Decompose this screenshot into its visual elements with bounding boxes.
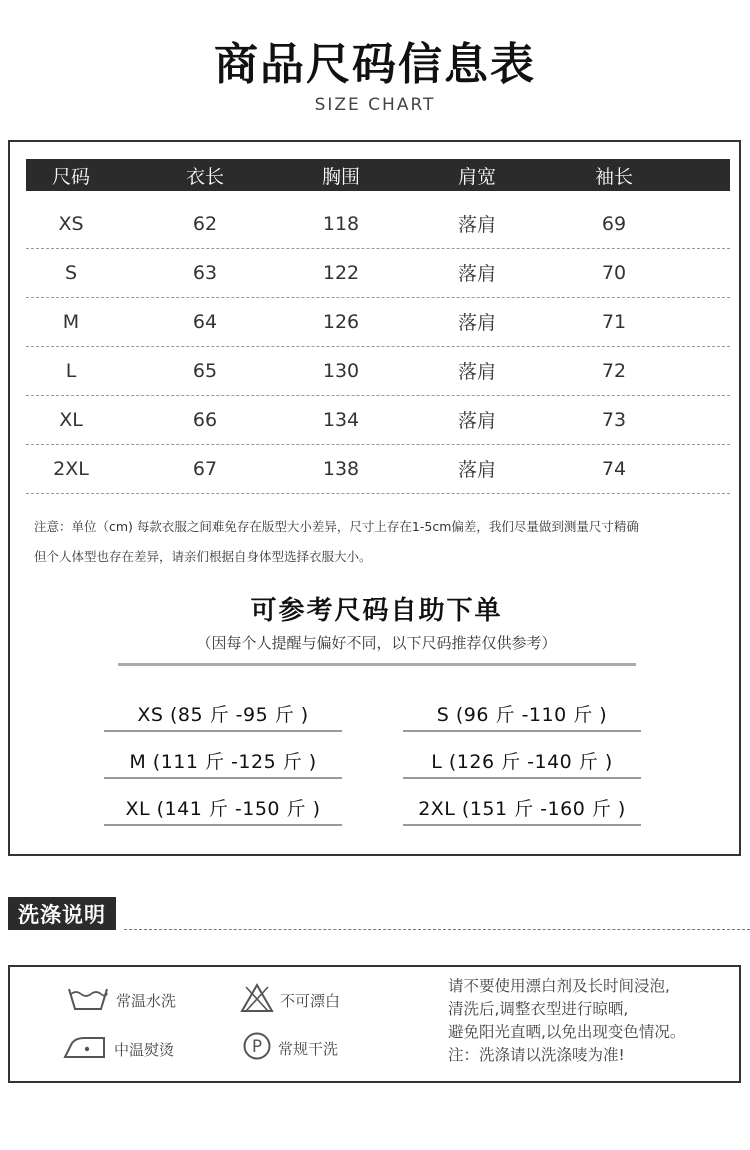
cell-shoulder: 落肩 [457, 361, 496, 383]
cell-shoulder: 落肩 [457, 459, 496, 481]
washing-text-line: 避免阳光直晒,以免出现变色情况。 [448, 1023, 686, 1041]
table-row [26, 248, 730, 298]
note-line-1: 注意：单位（cm) 每款衣服之间难免存在版型大小差异，尺寸上存在1-5cm偏差，我们尽量做到测量尺寸精确 [34, 519, 639, 534]
page-title: 商品尺码信息表 [214, 39, 536, 90]
cell-shoulder: 落肩 [457, 263, 496, 285]
svg-text:P: P [251, 1037, 263, 1057]
table-row [26, 199, 730, 249]
washing-box [8, 965, 741, 1083]
table-header [26, 159, 730, 191]
cell-chest: 138 [322, 457, 360, 480]
cell-length: 62 [192, 212, 218, 235]
cell-sleeve: 71 [601, 310, 627, 333]
cell-sleeve: 72 [601, 359, 627, 382]
cell-size: M [62, 310, 80, 333]
washing-text-line: 请不要使用漂白剂及长时间浸泡, [448, 977, 670, 995]
cell-sleeve: 69 [601, 212, 627, 235]
care-item-iron [62, 1033, 174, 1065]
table-row [26, 444, 730, 494]
cell-sleeve: 73 [601, 408, 627, 431]
recommend-title: 可参考尺码自助下单 [250, 596, 503, 626]
cell-size: L [65, 359, 77, 382]
washing-title: 洗涤说明 [8, 897, 116, 930]
cell-size: XS [58, 212, 84, 235]
cell-length: 66 [192, 408, 218, 431]
header-length: 衣长 [185, 165, 224, 188]
cell-length: 64 [192, 310, 218, 333]
header-shoulder: 肩宽 [457, 165, 496, 188]
recommend-subtitle: （因每个人提醒与偏好不同，以下尺码推荐仅供参考） [196, 634, 557, 652]
weight-item-l: L (126 斤 -140 斤 ) [403, 743, 641, 779]
cell-chest: 134 [322, 408, 360, 431]
iron-icon [62, 1033, 114, 1065]
header-sleeve: 袖长 [594, 165, 633, 188]
weight-item-2xl: 2XL (151 斤 -160 斤 ) [403, 790, 641, 826]
cell-chest: 130 [322, 359, 360, 382]
cell-length: 65 [192, 359, 218, 382]
care-label: 常规干洗 [278, 1039, 339, 1058]
cell-sleeve: 70 [601, 261, 627, 284]
cell-chest: 118 [322, 212, 360, 235]
recommend-divider [118, 663, 636, 666]
cell-chest: 126 [322, 310, 360, 333]
weight-item-xl: XL (141 斤 -150 斤 ) [104, 790, 342, 826]
cell-chest: 122 [322, 261, 360, 284]
cell-length: 67 [192, 457, 218, 480]
weight-item-xs: XS (85 斤 -95 斤 ) [104, 696, 342, 732]
weight-item-m: M (111 斤 -125 斤 ) [104, 743, 342, 779]
header-size: 尺码 [51, 165, 90, 188]
care-label: 不可漂白 [280, 991, 341, 1010]
size-chart-frame [8, 140, 741, 856]
table-row [26, 297, 730, 347]
header-chest: 胸围 [321, 165, 360, 188]
table-row [26, 346, 730, 396]
no-bleach-icon [240, 983, 280, 1017]
cell-size: XL [59, 408, 83, 431]
cell-size: S [64, 261, 78, 284]
care-item-bleach [240, 983, 340, 1017]
care-label: 中温熨烫 [114, 1040, 175, 1059]
washing-divider [124, 929, 750, 930]
washing-text-line: 注：洗涤请以洗涤唛为准! [448, 1046, 625, 1064]
washing-text-line: 清洗后,调整衣型进行晾晒, [448, 1000, 629, 1018]
cell-size: 2XL [53, 457, 89, 480]
cell-length: 63 [192, 261, 218, 284]
wash-tub-icon [66, 983, 116, 1017]
cell-shoulder: 落肩 [457, 410, 496, 432]
care-item-wash [66, 983, 176, 1017]
note-line-2: 但个人体型也存在差异，请亲们根据自身体型选择衣服大小。 [34, 549, 372, 564]
cell-sleeve: 74 [601, 457, 627, 480]
care-item-dryclean [242, 1031, 338, 1065]
table-row [26, 395, 730, 445]
care-label: 常温水洗 [116, 991, 177, 1010]
cell-shoulder: 落肩 [457, 312, 496, 334]
washing-instructions [448, 975, 685, 1067]
page-subtitle: SIZE CHART [314, 95, 436, 115]
cell-shoulder: 落肩 [457, 214, 496, 236]
dry-clean-p-icon [242, 1031, 278, 1065]
weight-item-s: S (96 斤 -110 斤 ) [403, 696, 641, 732]
